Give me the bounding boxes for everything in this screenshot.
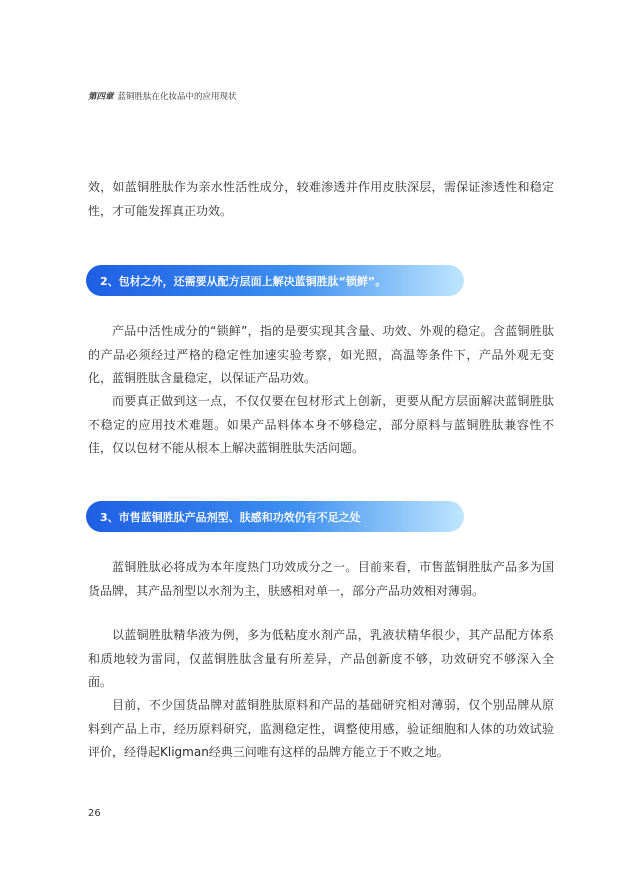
intro-paragraph: 效，如蓝铜胜肽作为亲水性活性成分，较难渗透并作用皮肤深层，需保证渗透性和稳定性，才可能发挥真正功效。 [88,180,554,218]
section-3-paragraph-2: 以蓝铜胜肽精华液为例，多为低粘度水剂产品，乳液状精华很少，其产品配方体系和质地较为雷同，仅蓝铜胜肽含量有所差异，产品创新度不够，功效研究不够深入全面。 [88,628,554,689]
section-2-paragraph-2: 而要真正做到这一点，不仅仅要在包材形式上创新，更要从配方层面解决蓝铜胜肽不稳定的应用技术难题。如果产品料体本身不够稳定，部分原料与蓝铜胜肽兼容性不佳，仅以包材不能从根本上解决蓝铜胜肽失活问题。 [88,394,554,455]
section-3-paragraph-1: 蓝铜胜肽必将成为本年度热门功效成分之一。目前来看，市售蓝铜胜肽产品多为国货品牌，其产品剂型以水剂为主，肤感相对单一，部分产品功效相对薄弱。 [88,560,554,598]
section-3-heading: 3、市售蓝铜胜肽产品剂型、肤感和功效仍有不足之处 [100,510,361,524]
section-2-heading: 2、包材之外，还需要从配方层面上解决蓝铜胜肽“锁鲜”。 [100,274,387,288]
section-3-banner [86,501,464,532]
chapter-label: 第四章 [88,92,114,102]
section-3-paragraph-3: 目前，不少国货品牌对蓝铜胜肽原料和产品的基础研究相对薄弱，仅个别品牌从原料到产品上市，经历原料研究，监测稳定性，调整使用感，验证细胞和人体的功效试验评价，经得起Kligman经典三问唯有这样的品牌方能立于不败之地。 [88,698,554,759]
section-2-banner [86,265,464,296]
section-2-paragraph-1: 产品中活性成分的“锁鲜”，指的是要实现其含量、功效、外观的稳定。含蓝铜胜肽的产品必须经过严格的稳定性加速实验考察，如光照，高温等条件下，产品外观无变化，蓝铜胜肽含量稳定，以保证产品功效。 [88,324,554,385]
page-number: 26 [88,808,101,819]
chapter-title: 蓝铜胜肽在化妆品中的应用现状 [117,92,237,102]
running-header [88,90,237,102]
